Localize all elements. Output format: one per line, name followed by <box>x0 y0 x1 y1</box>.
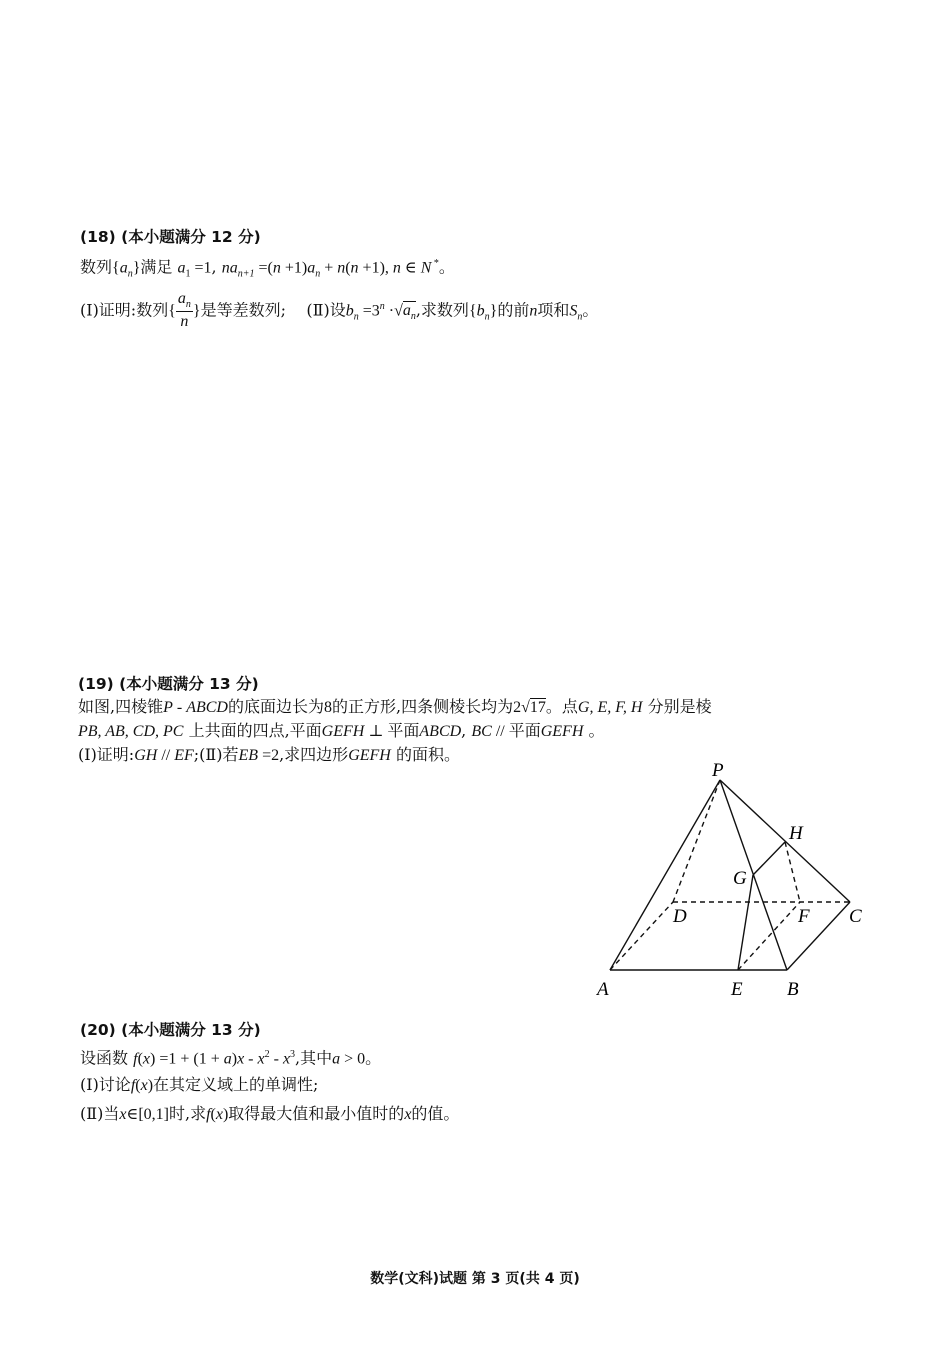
problem-19-heading: (19) (本小题满分 13 分) <box>78 675 259 693</box>
problem-20-stem: 设函数 $f(x) =1 + (1 + a)x - x^2 - x^3$,其中a > 0。 <box>80 1048 382 1068</box>
page-footer: 数学(文科)试题 第 3 页(共 4 页) <box>370 1271 580 1287</box>
label-B: B <box>787 979 799 1000</box>
problem-20-part1: (Ⅰ)讨论f(x)在其定义域上的单调性; <box>80 1075 319 1094</box>
label-A: A <box>597 979 609 1000</box>
edge-PD <box>673 780 720 902</box>
edge-HF <box>785 842 800 902</box>
problem-20-heading: (20) (本小题满分 13 分) <box>80 1021 261 1039</box>
problem-19-stem-line2: PB, AB, CD, PC 上共面的四点,平面GEFH ⊥ 平面ABCD, BC // 平面GEFH 。 <box>78 721 605 740</box>
edge-GH <box>753 842 785 875</box>
edge-AD <box>610 902 673 970</box>
pyramid-figure <box>585 755 885 1005</box>
problem-20-part2: (Ⅱ)当x∈[0,1]时,求f(x)取得最大值和最小值时的x的值。 <box>80 1104 460 1123</box>
problem-19-parts: (Ⅰ)证明:GH // EF;(Ⅱ)若EB =2,求四边形GEFH 的面积。 <box>78 745 460 764</box>
label-P: P <box>712 760 724 781</box>
problem-18-heading: (18) (本小题满分 12 分) <box>80 228 261 246</box>
problem-19-stem-line1: 如图,四棱锥P - ABCD的底面边长为8的正方形,四条侧棱长均为2√17。点G, E, F, H 分别是棱 <box>78 697 712 716</box>
label-G: G <box>733 868 747 889</box>
problem-18-parts: (Ⅰ)证明:数列{ $\frac{a_n}{n}$ }是等差数列; (Ⅱ)设$b_n =3^n \cdot√a_n$,求数列$\{b_n\}$的前n项和$S_n$。 <box>80 290 599 331</box>
edge-BC <box>787 902 850 970</box>
edge-PA <box>610 780 720 970</box>
label-F: F <box>798 906 810 927</box>
label-E: E <box>731 979 743 1000</box>
label-C: C <box>849 906 862 927</box>
label-H: H <box>789 823 803 844</box>
label-D: D <box>673 906 687 927</box>
problem-18-stem: 数列$\{a_n\}$满足 $a_1 =1$, $na_{n+1} =(n +1)a_n + n(n +1)$, n ∈ N *。 <box>80 257 455 280</box>
